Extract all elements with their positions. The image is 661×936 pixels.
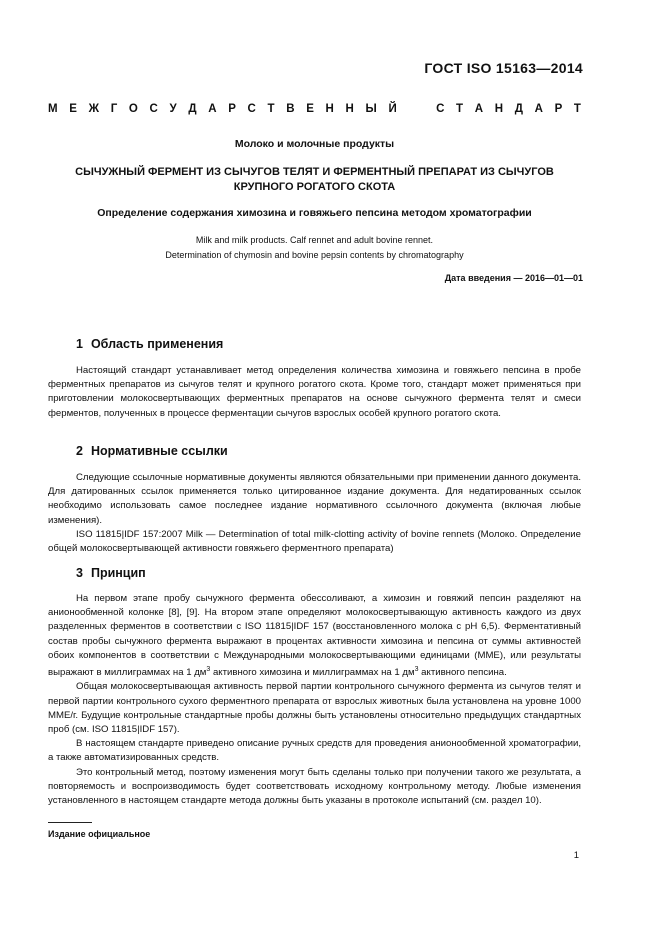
heading-word-gap — [408, 103, 424, 115]
heading-letter: Т — [573, 103, 581, 115]
heading-letter: Й — [388, 103, 397, 115]
heading-letter: А — [474, 103, 484, 115]
heading-letter: Ж — [88, 103, 100, 115]
superscript-3: 3 — [206, 666, 211, 674]
section-3-p1-part-c: активного пепсина. — [418, 667, 507, 679]
section-3-number: 3 — [76, 566, 83, 580]
page-number: 1 — [573, 850, 579, 861]
heading-letter: У — [169, 103, 177, 115]
section-2-title: Нормативные ссылки — [90, 444, 228, 458]
section-3-p1-part-b: активного химозина и миллиграммах на 1 дм — [210, 667, 415, 679]
heading-letter: Ы — [365, 103, 377, 115]
section-2-number: 2 — [76, 444, 83, 458]
heading-letter: Е — [306, 103, 314, 115]
heading-letter: Н — [494, 103, 504, 115]
section-2-body — [48, 471, 581, 556]
section-3-p1-part-a: На первом этапе пробу сычужного фермента обессоливают, а химозин и говяжий пепсин разделяют на анионообменной колонке [8], [9]. На втором этапе определяют молокосвертывающую активность каждого из двух разделенных ферментов в соответствии с ISO 11815|IDF 157 (восстановленного молока с рН 6,5). Ферментативный состав пробы сычужного фермента выражают в процентах активности химозина и пепсина от суммы активностей обоих компонентов в соответствии с Международными молокосвертывающими единицами (ММЕ), или результаты выражают в миллиграммах на 1 дм — [48, 593, 581, 679]
english-title-line-2: Determination of chymosin and bovine pepsin contents by chromatography — [165, 250, 464, 260]
document-part-title: Определение содержания химозина и говяжьего пепсина методом хроматографии — [97, 207, 532, 219]
english-title — [48, 233, 581, 263]
footer-rule — [48, 822, 92, 823]
section-3-paragraph-4: Это контрольный метод, поэтому изменения могут быть сделаны только при получении такого же результата, а повторяемость и воспроизводимость будет соответствовать исходному контрольному методу. Любые изменения установленного в настоящем стандарте метода должны быть указаны в протоколе испытаний (см. раздел 10). — [48, 766, 581, 807]
heading-letter: Р — [228, 103, 236, 115]
section-1-title: Область применения — [90, 337, 224, 351]
superscript-3: 3 — [414, 666, 419, 674]
heading-letter: Т — [456, 103, 464, 115]
official-edition-label: Издание официальное — [48, 829, 151, 839]
heading-letter: В — [286, 103, 295, 115]
section-1-body — [48, 364, 581, 421]
english-title-line-1: Milk and milk products. Calf rennet and adult bovine rennet. — [195, 235, 434, 245]
document-main-title — [48, 165, 581, 195]
interstate-standard-heading — [48, 103, 581, 115]
heading-letter: Г — [110, 103, 118, 115]
section-3-body — [48, 592, 581, 808]
main-title-line-1: СЫЧУЖНЫЙ ФЕРМЕНТ ИЗ СЫЧУГОВ ТЕЛЯТ И ФЕРМЕНТНЫЙ ПРЕПАРАТ ИЗ СЫЧУГОВ — [75, 166, 554, 178]
section-1-paragraph: Настоящий стандарт устанавливает метод определения количества химозина и говяжьего пепсина в пробе ферментных препаратов из сычугов телят и крупного рогатого скота. Кроме того, стандарт может применяться при приготовлении молокосвертывающих ферментных препаратов на основе сычужного фермента телят и смеси ферментов, полученных в процессе ферментации сычугов взрослых особей крупного рогатого скота. — [48, 365, 581, 419]
section-2-paragraph-2: ISO 11815|IDF 157:2007 Milk — Determination of total milk-clotting activity of bovine rennets (Молоко. Определение общей молокосвертывающей активности говяжьего ферментного препарата) — [48, 528, 581, 555]
heading-letter: С — [436, 103, 445, 115]
section-3-paragraph-3: В настоящем стандарте приведено описание ручных средств для проведения анионообменной хроматографии, а также автоматизированных средств. — [48, 738, 581, 764]
main-title-line-2: КРУПНОГО РОГАТОГО СКОТА — [233, 181, 396, 193]
heading-letter: С — [247, 103, 256, 115]
section-2-paragraph-1: Следующие ссылочные нормативные документы являются обязательными при применении данного документа. Для датированных ссылок применяется только цитированное издание документа. Для недатированных ссылок необходимо использовать самое последнее издание нормативного ссылочного документа (включая любые изменения). — [48, 472, 581, 526]
heading-letter: Д — [514, 103, 523, 115]
section-2-heading — [76, 444, 228, 458]
heading-letter: Н — [325, 103, 334, 115]
section-3-paragraph-1 — [48, 592, 581, 680]
heading-letter: Т — [267, 103, 275, 115]
section-1-number: 1 — [76, 337, 83, 351]
section-1-heading — [76, 337, 223, 351]
heading-letter: М — [48, 103, 58, 115]
heading-letter: А — [534, 103, 543, 115]
heading-letter: Н — [345, 103, 354, 115]
heading-letter: С — [149, 103, 158, 115]
heading-letter: Д — [188, 103, 197, 115]
heading-letter: Е — [69, 103, 77, 115]
heading-letter: О — [128, 103, 138, 115]
heading-letter: А — [208, 103, 217, 115]
section-3-heading — [76, 566, 146, 580]
section-3-paragraph-2: Общая молокосвертывающая активность первой партии контрольного сычужного фермента из сычугов телят и первой партии контрольного сухого ферментного препарата от взрослых животных была установлена на уровне 1000 ММЕ/г. Будущие контрольные стандартные пробы должны быть установлены относительно предыдущих стандартных проб (см. ISO 11815|IDF 157). — [48, 681, 581, 736]
document-subject: Молоко и молочные продукты — [234, 138, 395, 150]
introduction-date: Дата введения — 2016—01—01 — [444, 273, 583, 283]
standard-number: ГОСТ ISO 15163—2014 — [424, 60, 583, 76]
section-3-title: Принцип — [90, 566, 146, 580]
heading-letter: Р — [554, 103, 563, 115]
